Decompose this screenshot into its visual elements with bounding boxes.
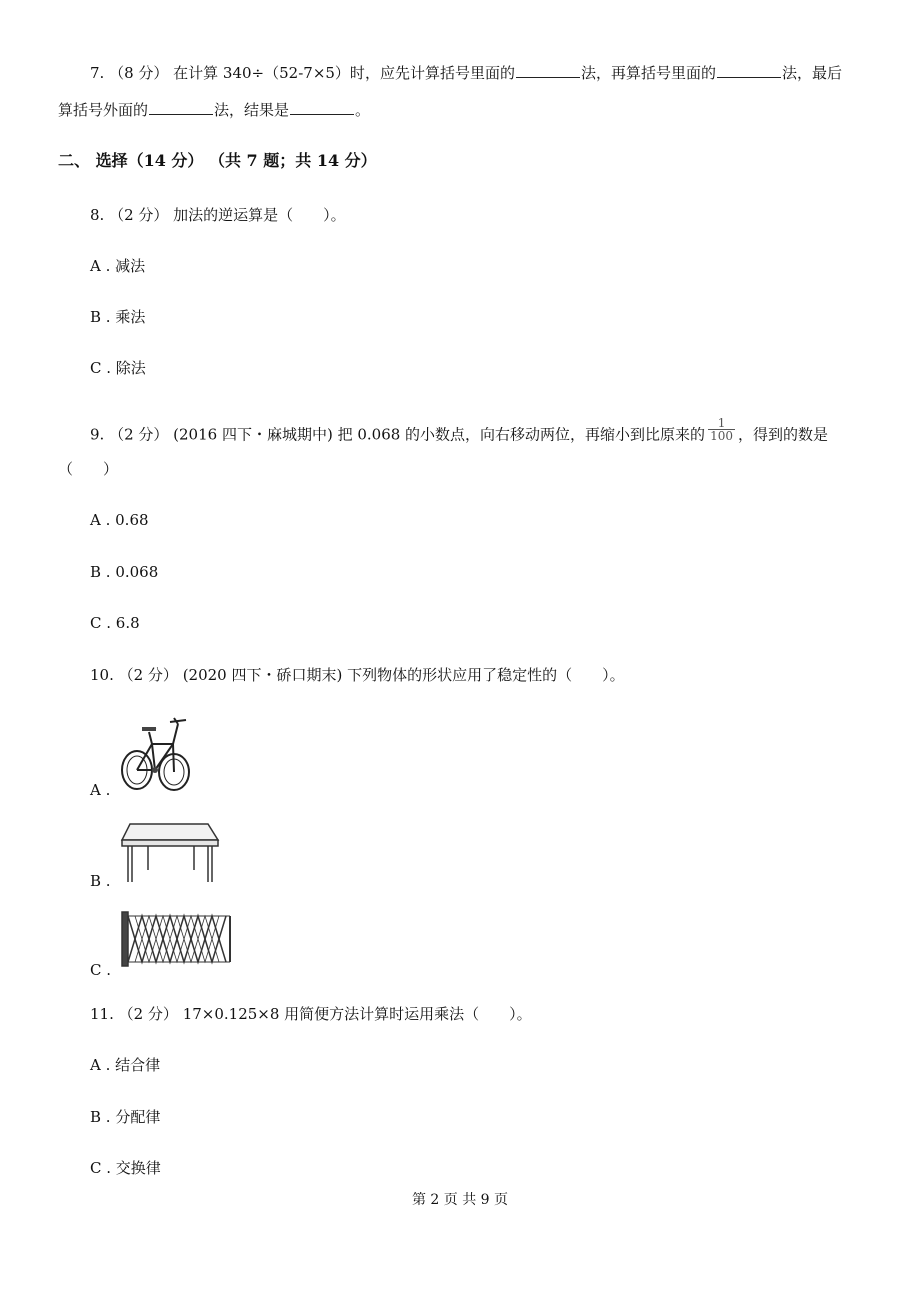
question-7-line-1 [90, 63, 842, 83]
q8-option-a: A . 减法 [90, 257, 146, 275]
q7-text-a: 7. （8 分） 在计算 340÷（52-7×5）时，应先计算括号里面的 [90, 64, 515, 82]
q9-text-b: ，得到的数是 [737, 425, 828, 444]
q7-text-f: 。 [355, 101, 371, 119]
q7-text-e: 法，结果是 [214, 101, 290, 119]
q7-blank-2 [717, 63, 781, 78]
question-7-line-2 [58, 100, 370, 120]
q11-option-b: B . 分配律 [90, 1108, 161, 1126]
q11-option-c: C . 交换律 [90, 1159, 161, 1177]
q7-text-c: 法，最后 [781, 64, 842, 82]
bicycle-image [118, 714, 194, 792]
expandable-gate-image [120, 910, 232, 968]
question-10-stem: 10. （2 分） (2020 四下・硚口期末) 下列物体的形状应用了稳定性的（ ）。 [90, 666, 625, 684]
question-9-line-1 [90, 416, 828, 448]
page-footer: 第 2 页 共 9 页 [411, 1192, 509, 1208]
q7-text-d: 算括号外面的 [58, 101, 149, 119]
q9-text-a: 9. （2 分） (2016 四下・麻城期中) 把 0.068 的小数点，向右移动两位，再缩小到比原来的 [90, 425, 706, 444]
q7-blank-3 [149, 100, 213, 115]
fraction-denominator: 100 [710, 429, 733, 443]
q9-option-c: C . 6.8 [90, 614, 140, 632]
q7-text-b: 法，再算括号里面的 [580, 64, 716, 82]
question-9-line-2: （ ） [58, 460, 119, 478]
q8-option-b: B . 乘法 [90, 308, 146, 326]
q9-option-a: A . 0.68 [90, 511, 149, 529]
q9-option-b: B . 0.068 [90, 563, 159, 581]
fraction-one-hundredth [708, 417, 735, 442]
section-2-title: 二、 选择（14 分） （共 7 题；共 14 分） [58, 151, 377, 170]
q10-option-b: B . [90, 872, 111, 890]
table-image [120, 822, 220, 886]
q8-option-c: C . 除法 [90, 359, 146, 377]
q10-option-a: A . [90, 781, 111, 799]
fraction-numerator: 1 [717, 416, 726, 430]
q7-blank-1 [516, 63, 580, 78]
q11-option-a: A . 结合律 [90, 1056, 161, 1074]
q7-blank-4 [290, 100, 354, 115]
q10-option-c: C . [90, 961, 112, 979]
question-8-stem: 8. （2 分） 加法的逆运算是（ ）。 [90, 206, 346, 224]
question-11-stem: 11. （2 分） 17×0.125×8 用简便方法计算时运用乘法（ ）。 [90, 1005, 532, 1023]
